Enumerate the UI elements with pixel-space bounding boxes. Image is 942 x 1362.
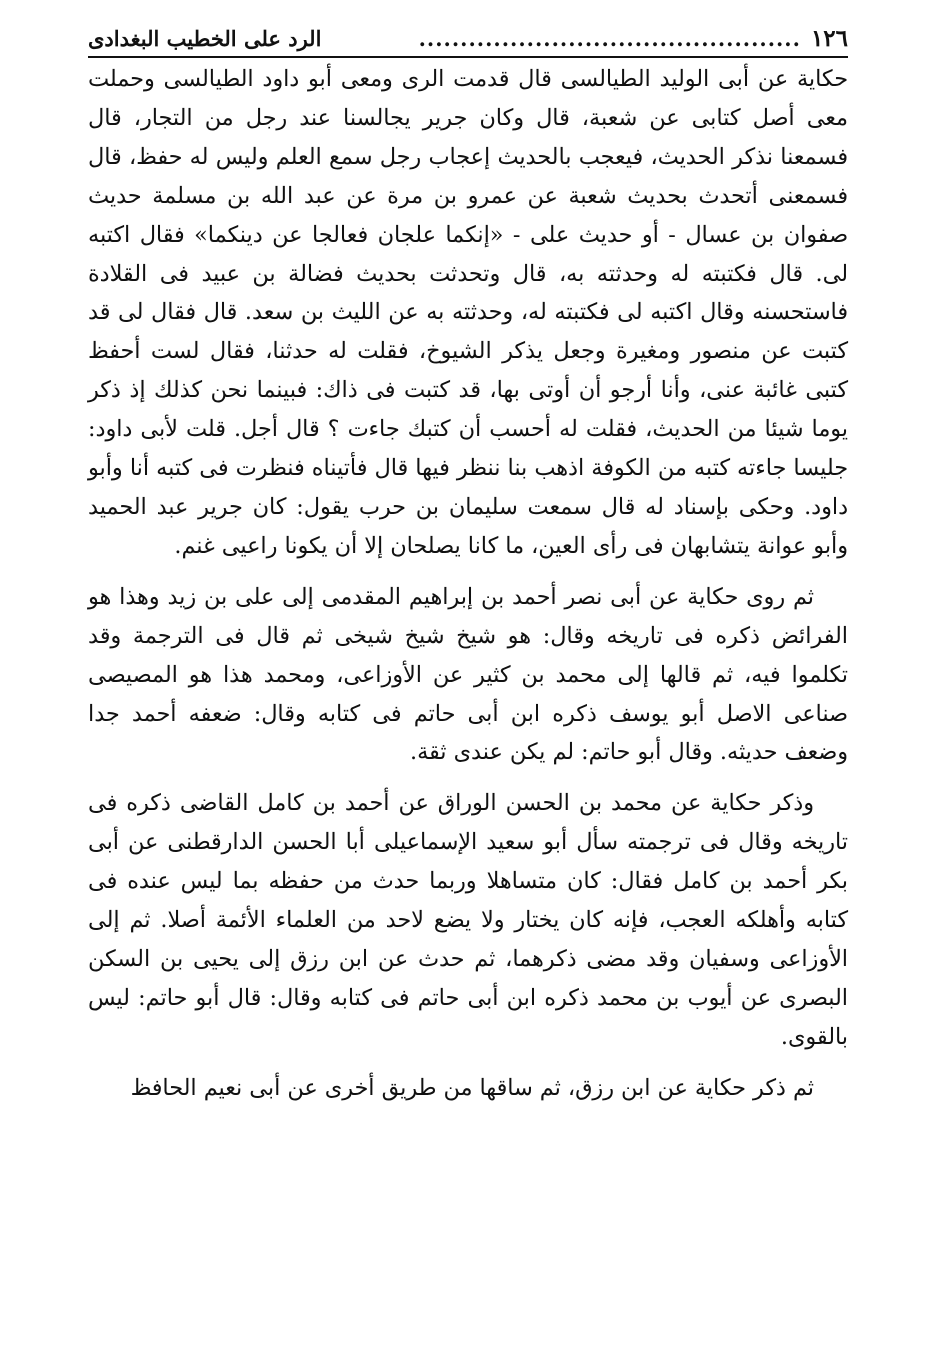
running-header (88, 22, 848, 58)
book-page (88, 22, 848, 1108)
book-title: الرد على الخطيب البغدادى (88, 26, 322, 51)
paragraph-3: وذكر حكاية عن محمد بن الحسن الوراق عن أحمد بن كامل القاضى ذكره فى تاريخه وقال فى ترجمته سأل أبو سعيد الإسماعيلى أبا الحسن الدارقطنى عن أبى بكر أحمد بن كامل فقال: كان متساهلا وربما حدث من حفظه بما ليس عنده فى كتابه وأهلكه العجب، فإنه كان يختار ولا يضع لاحد من العلماء الأئمة أصلا. ثم إلى الأوزاعى وسفيان وقد مضى ذكرهما، ثم حدث عن ابن رزق إلى يحيى بن السكن البصرى عن أيوب بن محمد ذكره ابن أبى حاتم فى كتابه وقال: قال أبو حاتم: ليس بالقوى. (88, 790, 848, 1050)
paragraph-2: ثم روى حكاية عن أبى نصر أحمد بن إبراهيم المقدمى إلى على بن زيد وهذا هو الفرائض ذكره فى تاريخه وقال: هو شيخ شيخ شيخى ثم قال فى الترجمة وقد تكلموا فيه، ثم قالها إلى محمد بن كثير عن الأوزاعى، ومحمد هذا هو المصيصى صناعى الاصل أبو يوسف ذكره ابن أبى حاتم فى كتابه وقال: ضعفه أحمد جدا وضعف حديثه. وقال أبو حاتم: لم يكن عندى ثقة. (88, 583, 848, 766)
page-number: ١٢٦ (810, 25, 848, 52)
header-leader-dots: .............................................. (418, 26, 801, 51)
body-text (88, 60, 848, 1108)
paragraph-4: ثم ذكر حكاية عن ابن رزق، ثم ساقها من طريق أخرى عن أبى نعيم الحافظ (130, 1074, 814, 1101)
paragraph-1: حكاية عن أبى الوليد الطيالسى قال قدمت الرى ومعى أبو داود الطيالسى وحملت معى أصل كتابى عن شعبة، قال وكان جرير يجالسنا عند رجل من التجار، قال فسمعنا نذكر الحديث، فيعجب بالحديث إعجاب رجل سمع العلم وليس له حفظ، قال فسمعنى أتحدث بحديث شعبة عن عمرو بن مرة عن عبد الله بن مسلمة حديث صفوان بن عسال - أو حديث على - «إنكما علجان فعالجا عن دينكما» فقال اكتبه لى. قال فكتبته له وحدثته به، قال وتحدثت بحديث فضالة بن عبيد فى القلادة فاستحسنه وقال اكتبه لى فكتبته له، وحدثته به عن الليث بن سعد. قال فقال لى قد كتبت عن منصور ومغيرة وجعل يذكر الشيوخ، فقلت له حدثنا، فقال لست أحفظ كتبى غائبة عنى، وأنا أرجو أن أوتى بها، قد كتبت فى ذاك: فبينما نحن كذلك إذ ذكر يوما شيئا من الحديث، فقلت له أحسب أن كتبك جاءت ؟ قال أجل. قلت لأبى داود: جليسا جاءته كتبه من الكوفة اذهب بنا ننظر فيها قال فأتيناه فنظرت فى كتبه أنا وأبو داود. وحكى بإسناد له قال سمعت سليمان بن حرب يقول: كان جرير عبد الحميد وأبو عوانة يتشابهان فى رأى العين، ما كانا يصلحان إلا أن يكونا راعيى غنم. (88, 66, 848, 559)
